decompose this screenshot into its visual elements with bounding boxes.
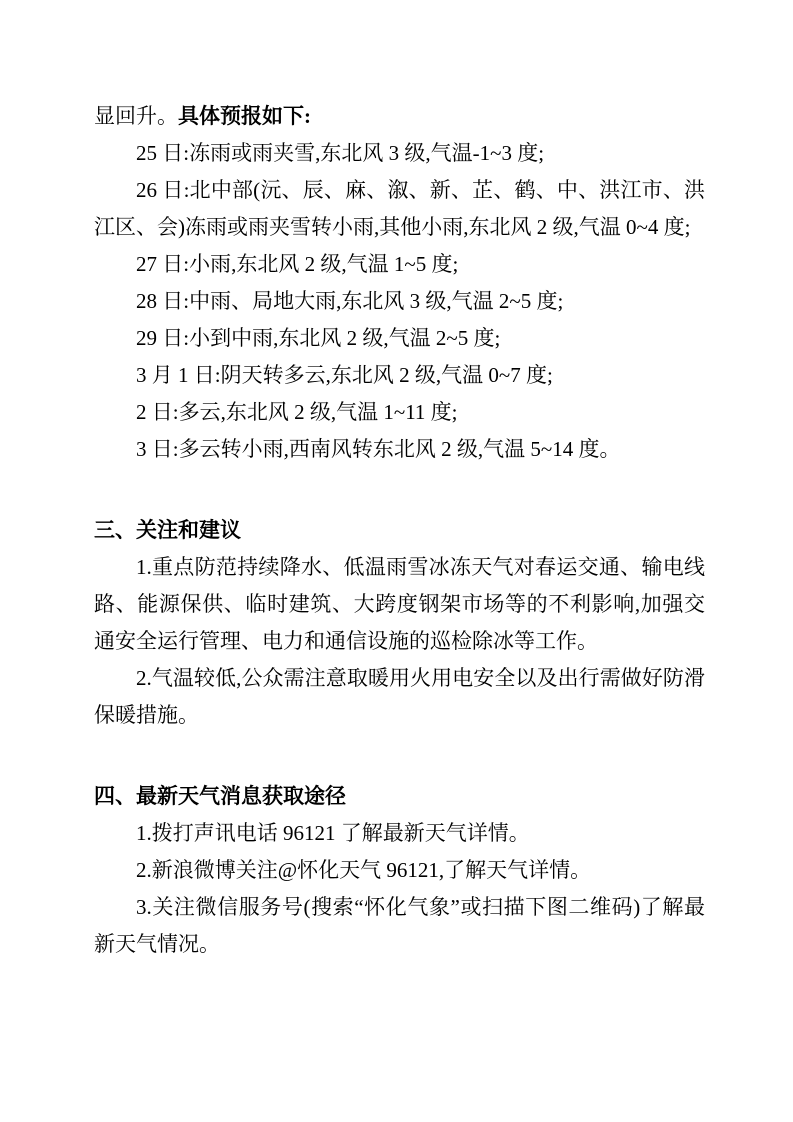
advice-paragraph-2: 2.气温较低,公众需注意取暖用火用电安全以及出行需做好防滑保暖措施。	[94, 666, 705, 727]
forecast-line-27: 27 日:小雨,东北风 2 级,气温 1~5 度;	[136, 252, 459, 276]
advice-paragraph-1: 1.重点防范持续降水、低温雨雪冰冻天气对春运交通、输电线路、能源保供、临时建筑、大跨度钢架市场等的不利影响,加强交通安全运行管理、电力和通信设施的巡检除冰等工作。	[94, 555, 705, 653]
channel-paragraph-phone: 1.拨打声讯电话 96121 了解最新天气详情。	[136, 821, 530, 845]
forecast-line-mar3: 3 日:多云转小雨,西南风转东北风 2 级,气温 5~14 度。	[136, 437, 621, 461]
channel-paragraph-weibo: 2.新浪微博关注@怀化天气 96121,了解天气详情。	[136, 858, 592, 882]
intro-run-bold: 具体预报如下:	[178, 104, 311, 128]
section-heading-concerns: 三、关注和建议	[94, 519, 241, 542]
forecast-line-29: 29 日:小到中雨,东北风 2 级,气温 2~5 度;	[136, 326, 501, 350]
forecast-line-25: 25 日:冻雨或雨夹雪,东北风 3 级,气温-1~3 度;	[136, 141, 545, 165]
forecast-line-26: 26 日:北中部(沅、辰、麻、溆、新、芷、鹤、中、洪江市、洪江区、会)冻雨或雨夹雪转小雨,其他小雨,东北风 2 级,气温 0~4 度;	[94, 178, 705, 239]
forecast-line-mar1: 3 月 1 日:阴天转多云,东北风 2 级,气温 0~7 度;	[136, 363, 553, 387]
forecast-line-28: 28 日:中雨、局地大雨,东北风 3 级,气温 2~5 度;	[136, 289, 564, 313]
intro-paragraph	[94, 98, 705, 135]
section-heading-info-channels: 四、最新天气消息获取途径	[94, 785, 346, 808]
channel-paragraph-wechat: 3.关注微信服务号(搜索“怀化气象”或扫描下图二维码)了解最新天气情况。	[94, 895, 705, 956]
forecast-line-mar2: 2 日:多云,东北风 2 级,气温 1~11 度;	[136, 400, 458, 424]
intro-run-regular: 显回升。	[94, 104, 178, 128]
